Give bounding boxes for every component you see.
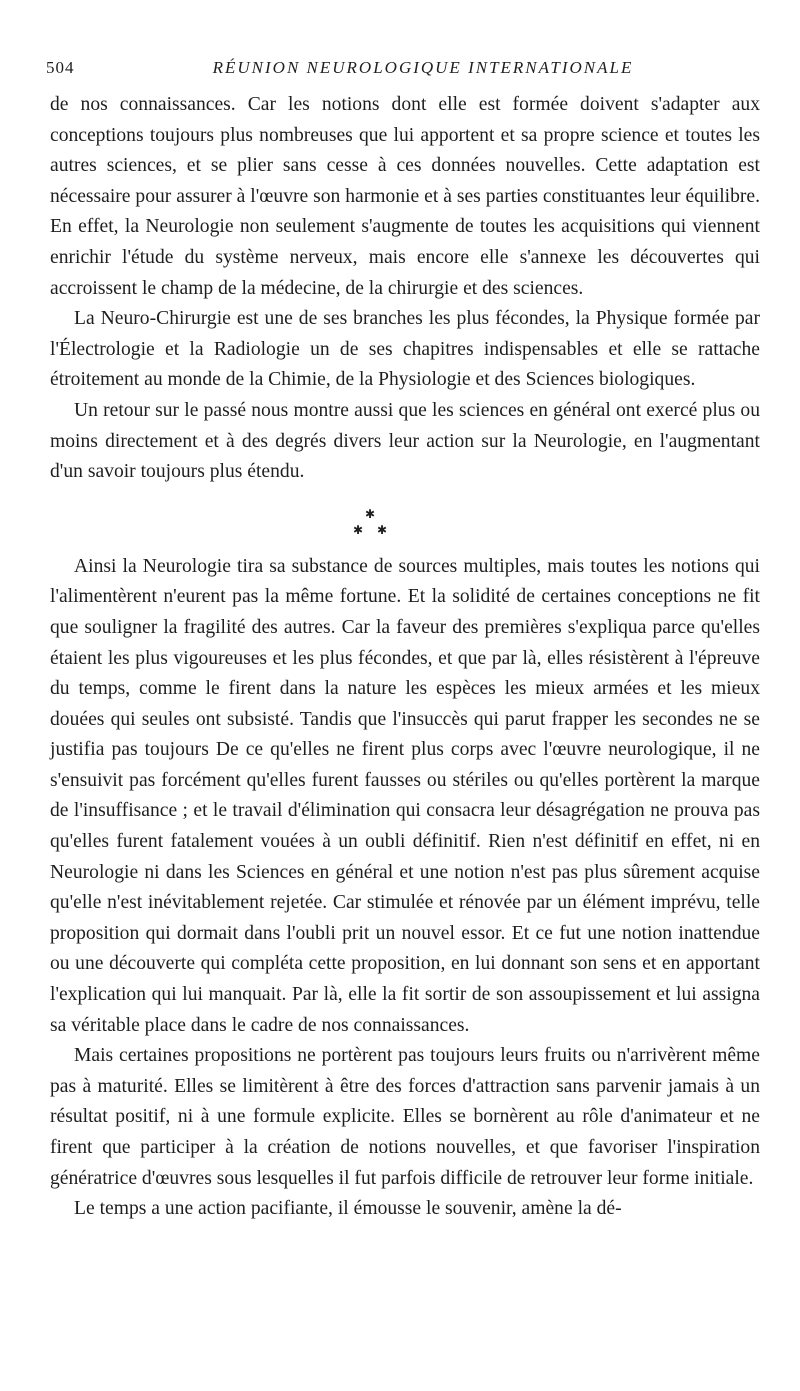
running-head-title: RÉUNION NEUROLOGIQUE INTERNATIONALE (212, 58, 634, 77)
paragraph-1: de nos connaissances. Car les notions dont elle est formée doivent s'adapter aux conceptions toujours plus nombreuses que lui apportent et sa propre science et toutes les autres sciences, et se plier sans cesse à ces données nouvelles. Cette adaptation est nécessaire pour assurer à l'œuvre son harmonie et à ses parties constituantes leur équilibre. En effet, la Neurologie non seulement s'augmente de toutes les acquisitions qui viennent enrichir l'étude du système nerveux, mais encore elle s'annexe les découvertes qui accroissent le champ de la médecine, de la chirurgie et des sciences. (50, 94, 760, 299)
paragraph-5: Mais certaines propositions ne portèrent pas toujours leurs fruits ou n'arrivèrent même pas à maturité. Elles se limitèrent à être des forces d'attraction sans parvenir jamais à un résultat positif, ni à une formule explicite. Elles se bornèrent au rôle d'animateur et ne firent que participer à la création de notions nouvelles, et que favoriser l'inspiration génératrice d'œuvres sous lesquelles il fut parfois difficile de retrouver leur forme initiale. (50, 1045, 760, 1189)
body-text (50, 90, 760, 1225)
paragraph-3: Un retour sur le passé nous montre aussi que les sciences en général ont exercé plus ou moins directement et à des degrés divers leur action sur la Neurologie, en l'augmentant d'un savoir toujours plus étendu. (50, 399, 760, 483)
paragraph-4: Ainsi la Neurologie tira sa substance de sources multiples, mais toutes les notions qui l'alimentèrent n'eurent pas la même fortune. Et la solidité de certaines conceptions ne fit que souligner la fragilité des autres. Car la faveur des premières s'expliqua parce qu'elles étaient les plus vigoureuses et les plus fécondes, et que par là, elles résistèrent à l'épreuve du temps, comme le firent dans la nature les espèces les mieux armées et les mieux douées qui seules ont subsisté. Tandis que l'insuccès qui parut frapper les secondes ne se justifia pas toujours De ce qu'elles ne firent plus corps avec l'œuvre neurologique, il ne s'ensuivit pas forcément qu'elles furent fausses ou stériles ou qu'elles portèrent la marque de l'insuffisance ; et le travail d'élimination qui consacra leur désagrégation ne prouva pas qu'elles furent fatalement vouées à un oubli définitif. Rien n'est définitif en effet, ni en Neurologie ni dans les Sciences en général et une notion n'est pas plus sûrement acquise qu'elle n'est inévitablement rejetée. Car stimulée et rénovée par un élément imprévu, telle proposition qui dormait dans l'oubli prit un nouvel essor. Et ce fut une notion inattendue ou une découverte qui compléta cette proposition, en lui donnant son sens et en apportant l'explication qui lui manquait. Par là, elle la fit sortir de son assoupissement et lui assigna sa véritable place dans le cadre de nos connaissances. (50, 555, 760, 1036)
paragraph-2: La Neuro-Chirurgie est une de ses branches les plus fécondes, la Physique formée par l'Électrologie et la Radiologie un de ses chapitres indispensables et elle se rattache étroitement au monde de la Chimie, de la Physiologie et des Sciences biologiques. (50, 308, 760, 391)
asterisk-icon: ✱ (353, 522, 364, 537)
running-head (46, 58, 760, 82)
paragraph-6: Le temps a une action pacifiante, il émousse le souvenir, amène la dé- (74, 1198, 622, 1220)
asterisk-icon: ✱ (377, 522, 388, 537)
asterisk-icon: ✱ (365, 506, 376, 521)
section-break-asterism (50, 494, 760, 550)
page-number: 504 (46, 58, 75, 77)
